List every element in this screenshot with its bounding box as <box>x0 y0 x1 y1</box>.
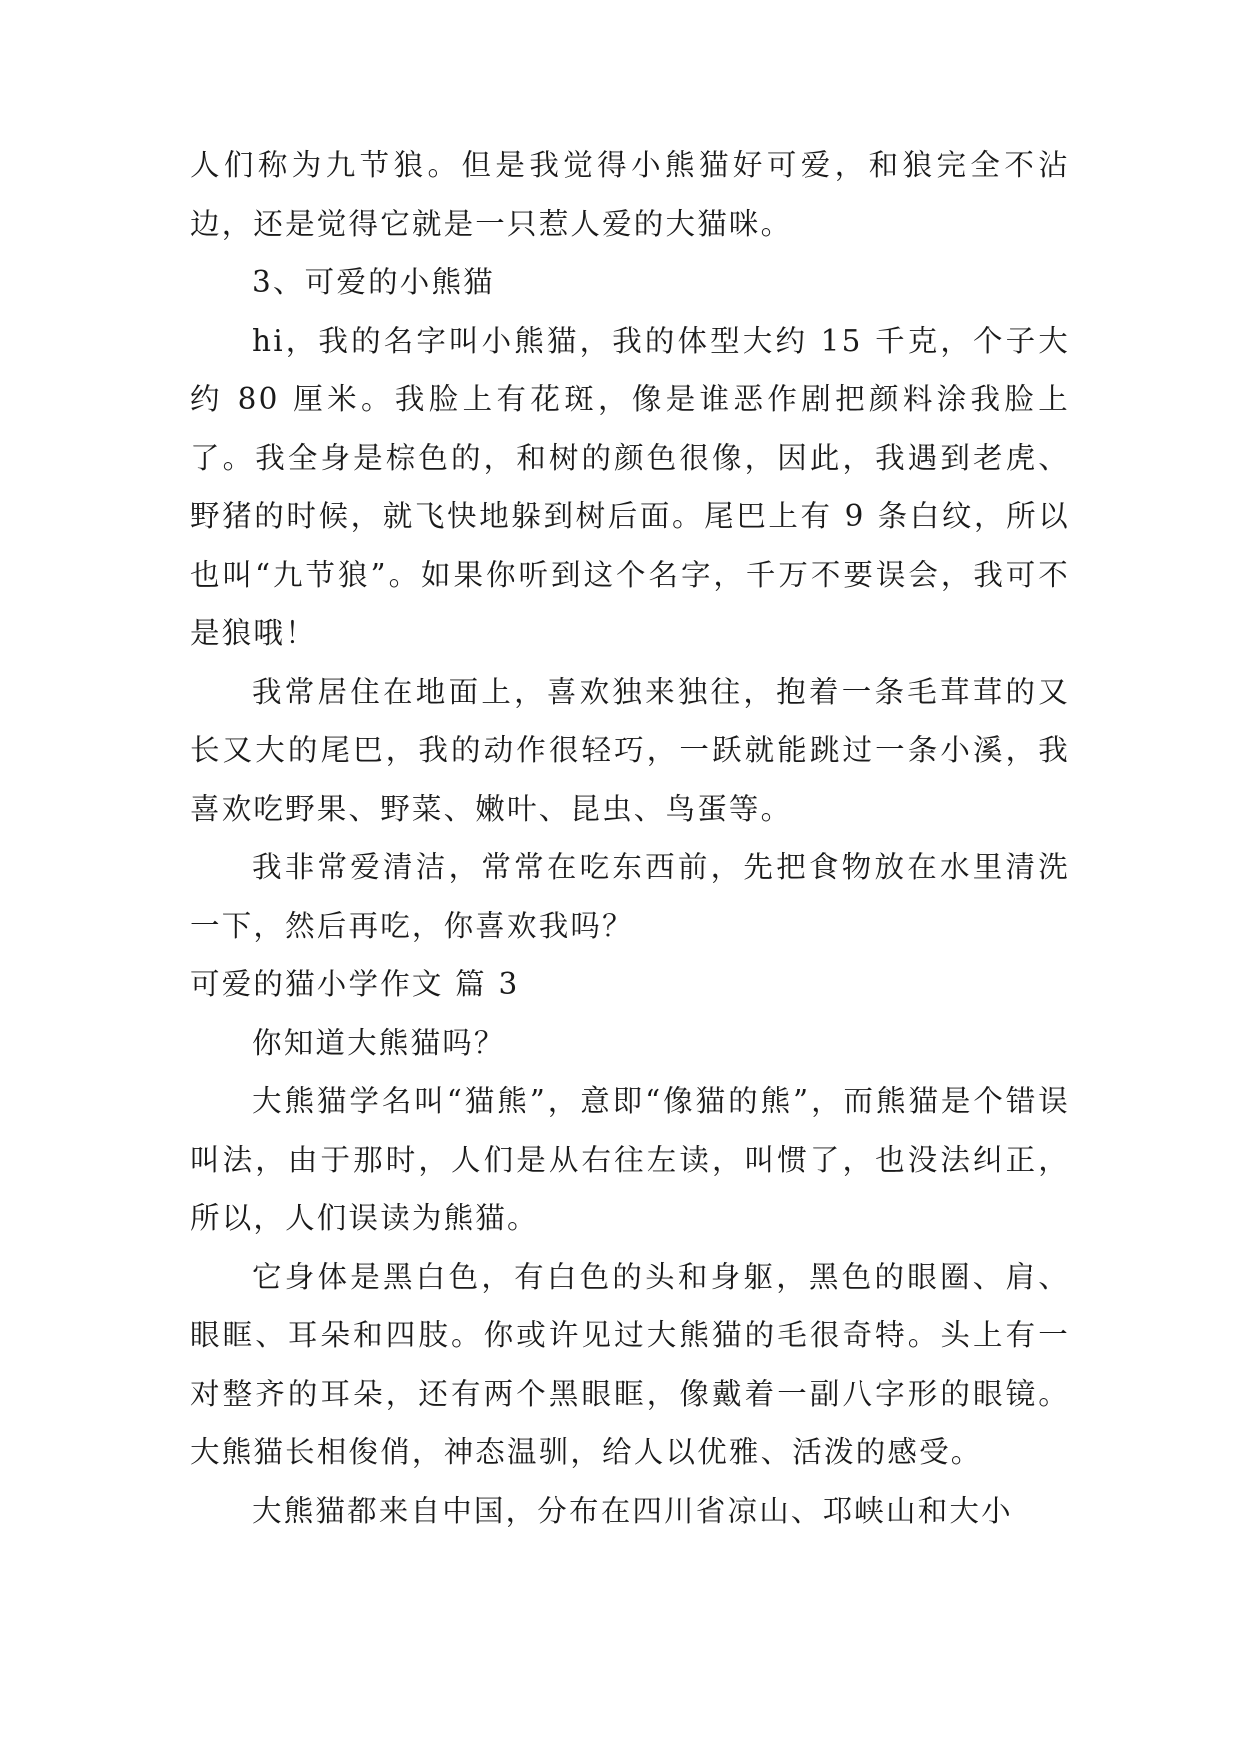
document-body <box>190 136 1070 1540</box>
paragraph-1: 人们称为九节狼。但是我觉得小熊猫好可爱，和狼完全不沾边，还是觉得它就是一只惹人爱的大猫咪。 <box>190 148 1070 241</box>
paragraph-7: 它身体是黑白色，有白色的头和身躯，黑色的眼圈、肩、眼眶、耳朵和四肢。你或许见过大熊猫的毛很奇特。头上有一对整齐的耳朵，还有两个黑眼眶，像戴着一副八字形的眼镜。大熊猫长相俊俏，神态温驯，给人以优雅、活泼的感受。 <box>190 1259 1070 1469</box>
section-heading: 可爱的猫小学作文 篇 3 <box>190 967 520 1001</box>
paragraph-8: 大熊猫都来自中国，分布在四川省凉山、邛峡山和大小 <box>252 1493 1013 1528</box>
paragraph-4: 我非常爱清洁，常常在吃东西前，先把食物放在水里清洗一下，然后再吃，你喜欢我吗？ <box>190 850 1070 943</box>
paragraph-5: 你知道大熊猫吗？ <box>252 1025 506 1060</box>
paragraph-6: 大熊猫学名叫“猫熊”，意即“像猫的熊”，而熊猫是个错误叫法，由于那时，人们是从右往左读，叫惯了，也没法纠正，所以，人们误读为熊猫。 <box>190 1084 1070 1235</box>
paragraph-3: 我常居住在地面上，喜欢独来独往，抱着一条毛茸茸的又长又大的尾巴，我的动作很轻巧，一跃就能跳过一条小溪，我喜欢吃野果、野菜、嫩叶、昆虫、鸟蛋等。 <box>190 674 1070 826</box>
subheading-3: 3、可爱的小熊猫 <box>252 265 495 299</box>
paragraph-2: hi，我的名字叫小熊猫，我的体型大约 15 千克，个子大约 80 厘米。我脸上有花斑，像是谁恶作剧把颜料涂我脸上了。我全身是棕色的，和树的颜色很像，因此，我遇到老虎、野猪的时候，就飞快地躲到树后面。尾巴上有 9 条白纹，所以也叫“九节狼”。如果你听到这个名字，千万不要误会，我可不是狼哦！ <box>190 323 1070 650</box>
